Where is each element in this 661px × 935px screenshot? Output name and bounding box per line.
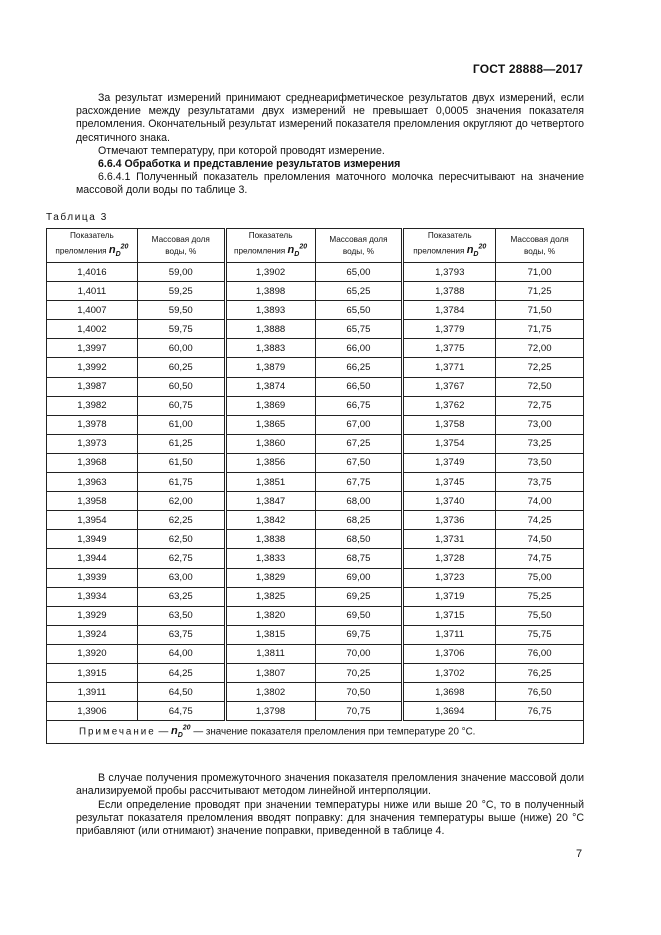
table-cell: 1,3842	[225, 511, 315, 530]
table-cell: 1,3838	[225, 530, 315, 549]
table-cell: 1,3883	[225, 339, 315, 358]
table-note	[47, 721, 584, 744]
table-cell: 1,3869	[225, 396, 315, 415]
table-cell: 76,50	[496, 683, 584, 702]
table-row	[47, 301, 584, 320]
paragraph-temperature-correction: Если определение проводят при значении температуры ниже или выше 20 °С, то в полученный результат показателя преломления вводят поправку: для значения температуры выше (ниже) 20 °С прибавляют (или отнимают) значение поправки, приведенной в таблице 4.	[76, 799, 584, 838]
table-cell: 70,75	[315, 702, 403, 721]
header-line: Массовая доля	[510, 234, 569, 244]
nd20-symbol: $n_D^{20}$	[287, 243, 308, 259]
table-cell: 1,3754	[403, 434, 496, 453]
table-cell: 67,50	[315, 453, 403, 472]
table-row	[47, 492, 584, 511]
table-cell: 1,3833	[225, 549, 315, 568]
table-cell: 76,00	[496, 644, 584, 663]
table-header-row	[47, 229, 584, 263]
table-cell: 61,25	[137, 434, 225, 453]
table-cell: 65,50	[315, 301, 403, 320]
table-cell: 65,00	[315, 263, 403, 282]
table-cell: 60,75	[137, 396, 225, 415]
table-cell: 73,00	[496, 415, 584, 434]
table-cell: 1,3856	[225, 453, 315, 472]
table-row	[47, 625, 584, 644]
table-cell: 66,00	[315, 339, 403, 358]
table-cell: 61,50	[137, 453, 225, 472]
table-cell: 1,3963	[47, 473, 138, 492]
table-row	[47, 702, 584, 721]
table-cell: 69,25	[315, 587, 403, 606]
header-line: Массовая доля	[151, 234, 210, 244]
table-cell: 69,00	[315, 568, 403, 587]
table-row	[47, 644, 584, 663]
table-cell: 1,3898	[225, 282, 315, 301]
table-cell: 1,3978	[47, 415, 138, 434]
header-line: Массовая доля	[329, 234, 388, 244]
table-cell: 75,25	[496, 587, 584, 606]
table-cell: 1,3719	[403, 587, 496, 606]
table-cell: 64,50	[137, 683, 225, 702]
table-cell: 1,3939	[47, 568, 138, 587]
table-cell: 1,3715	[403, 606, 496, 625]
table-cell: 1,4016	[47, 263, 138, 282]
table-cell: 69,75	[315, 625, 403, 644]
table-cell: 1,3968	[47, 453, 138, 472]
table-cell: 1,3847	[225, 492, 315, 511]
header-water-mass	[315, 229, 403, 263]
table-cell: 1,3758	[403, 415, 496, 434]
table-cell: 1,3706	[403, 644, 496, 663]
table-cell: 63,00	[137, 568, 225, 587]
table-cell: 1,3992	[47, 358, 138, 377]
table-cell: 1,3694	[403, 702, 496, 721]
table-row	[47, 339, 584, 358]
table-cell: 67,75	[315, 473, 403, 492]
table-cell: 70,00	[315, 644, 403, 663]
table-cell: 62,25	[137, 511, 225, 530]
header-line: воды, %	[342, 246, 374, 256]
header-line: воды, %	[165, 246, 197, 256]
table-cell: 1,3949	[47, 530, 138, 549]
table-cell: 68,00	[315, 492, 403, 511]
table-cell: 1,4011	[47, 282, 138, 301]
table-cell: 69,50	[315, 606, 403, 625]
table-cell: 59,00	[137, 263, 225, 282]
nd20-symbol: $n_D^{20}$	[170, 724, 191, 740]
table-row	[47, 358, 584, 377]
table-cell: 1,3731	[403, 530, 496, 549]
table-cell: 1,3728	[403, 549, 496, 568]
table-cell: 1,3825	[225, 587, 315, 606]
table-cell: 65,25	[315, 282, 403, 301]
table-cell: 1,3820	[225, 606, 315, 625]
paragraph-recalc: 6.6.4.1 Полученный показатель преломления маточного молочка пересчитывают на значение массовой доли воды по таблице 3.	[76, 171, 584, 197]
table-cell: 1,3973	[47, 434, 138, 453]
table-cell: 63,75	[137, 625, 225, 644]
table-cell: 1,3815	[225, 625, 315, 644]
table-cell: 1,3807	[225, 663, 315, 682]
table-row	[47, 282, 584, 301]
table-cell: 1,3802	[225, 683, 315, 702]
table-cell: 1,3745	[403, 473, 496, 492]
table-cell: 1,3997	[47, 339, 138, 358]
table-cell: 1,3829	[225, 568, 315, 587]
table-cell: 68,50	[315, 530, 403, 549]
table-cell: 62,00	[137, 492, 225, 511]
refraction-table	[46, 228, 584, 744]
table-cell: 66,25	[315, 358, 403, 377]
table-cell: 1,3793	[403, 263, 496, 282]
table-cell: 1,3767	[403, 377, 496, 396]
table-cell: 1,3888	[225, 320, 315, 339]
table-cell: 75,50	[496, 606, 584, 625]
table-cell: 76,75	[496, 702, 584, 721]
header-refraction-index	[225, 229, 315, 263]
table-cell: 1,3944	[47, 549, 138, 568]
table-cell: 72,75	[496, 396, 584, 415]
table-cell: 70,25	[315, 663, 403, 682]
nd20-symbol: $n_D^{20}$	[466, 243, 487, 259]
table-cell: 1,3811	[225, 644, 315, 663]
header-line: Показатель	[427, 230, 472, 240]
table-cell: 1,3771	[403, 358, 496, 377]
table-cell: 74,00	[496, 492, 584, 511]
table-row	[47, 320, 584, 339]
table-row	[47, 434, 584, 453]
table-cell: 63,50	[137, 606, 225, 625]
table-cell: 1,3874	[225, 377, 315, 396]
table-cell: 70,50	[315, 683, 403, 702]
table-cell: 61,00	[137, 415, 225, 434]
table-cell: 71,00	[496, 263, 584, 282]
table-cell: 1,3798	[225, 702, 315, 721]
paragraph-interpolation: В случае получения промежуточного значения показателя преломления значение массовой доли анализируемой пробы рассчитывают методом линейной интерполяции.	[76, 772, 584, 798]
header-refraction-index	[47, 229, 138, 263]
table-row	[47, 453, 584, 472]
table-cell: 1,3987	[47, 377, 138, 396]
table-cell: 71,50	[496, 301, 584, 320]
table-cell: 1,3698	[403, 683, 496, 702]
header-line: преломления	[55, 246, 107, 256]
note-dash: —	[158, 726, 169, 738]
table-row	[47, 263, 584, 282]
table-cell: 64,00	[137, 644, 225, 663]
table-cell: 73,25	[496, 434, 584, 453]
table-cell: 67,25	[315, 434, 403, 453]
table-cell: 1,4007	[47, 301, 138, 320]
paragraph-result-average: За результат измерений принимают среднеарифметическое результатов двух измерений, если расхождение между результатами двух измерений не превышает 0,0005 значения показателя преломления. Окончательный результат измерений показателя преломления округляют до четвертого десятичного знака.	[76, 92, 584, 144]
table-cell: 1,3920	[47, 644, 138, 663]
table-cell: 1,3860	[225, 434, 315, 453]
table-cell: 68,75	[315, 549, 403, 568]
table-row	[47, 606, 584, 625]
table-cell: 1,3711	[403, 625, 496, 644]
table-cell: 1,3723	[403, 568, 496, 587]
table-row	[47, 568, 584, 587]
table-cell: 75,75	[496, 625, 584, 644]
table-cell: 1,3929	[47, 606, 138, 625]
table-cell: 61,75	[137, 473, 225, 492]
header-line: воды, %	[524, 246, 556, 256]
table-cell: 1,3779	[403, 320, 496, 339]
table-cell: 1,3851	[225, 473, 315, 492]
header-refraction-index	[403, 229, 496, 263]
nd20-symbol: $n_D^{20}$	[108, 243, 129, 259]
table-cell: 74,25	[496, 511, 584, 530]
table-row	[47, 663, 584, 682]
table-row	[47, 530, 584, 549]
table-cell: 1,3865	[225, 415, 315, 434]
table-row	[47, 473, 584, 492]
table-cell: 72,50	[496, 377, 584, 396]
table-cell: 64,75	[137, 702, 225, 721]
table-cell: 71,75	[496, 320, 584, 339]
table-row	[47, 587, 584, 606]
page-number: 7	[576, 848, 583, 860]
table-cell: 59,50	[137, 301, 225, 320]
table-cell: 1,3902	[225, 263, 315, 282]
table-cell: 71,25	[496, 282, 584, 301]
table-row	[47, 415, 584, 434]
table-cell: 1,3702	[403, 663, 496, 682]
table-cell: 1,4002	[47, 320, 138, 339]
table-cell: 1,3788	[403, 282, 496, 301]
table-cell: 63,25	[137, 587, 225, 606]
table-cell: 73,75	[496, 473, 584, 492]
table-cell: 74,75	[496, 549, 584, 568]
paragraph-temperature: Отмечают температуру, при которой проводят измерение.	[98, 145, 385, 157]
table-cell: 1,3784	[403, 301, 496, 320]
table-cell: 65,75	[315, 320, 403, 339]
table-cell: 1,3749	[403, 453, 496, 472]
table-cell: 60,00	[137, 339, 225, 358]
table-cell: 1,3906	[47, 702, 138, 721]
table-cell: 1,3736	[403, 511, 496, 530]
table-cell: 72,00	[496, 339, 584, 358]
header-line: преломления	[413, 246, 465, 256]
table-row	[47, 683, 584, 702]
note-label: Примечание	[79, 726, 156, 738]
document-id: ГОСТ 28888—2017	[472, 62, 583, 76]
table-cell: 1,3893	[225, 301, 315, 320]
table-cell: 74,50	[496, 530, 584, 549]
table-cell: 60,25	[137, 358, 225, 377]
table-cell: 75,00	[496, 568, 584, 587]
table-note-row	[47, 721, 584, 744]
table-row	[47, 396, 584, 415]
table-cell: 1,3924	[47, 625, 138, 644]
table-cell: 64,25	[137, 663, 225, 682]
header-line: Показатель	[70, 230, 114, 240]
table-cell: 1,3911	[47, 683, 138, 702]
header-line: преломления	[234, 246, 286, 256]
header-water-mass	[137, 229, 225, 263]
table-cell: 1,3915	[47, 663, 138, 682]
table-cell: 1,3740	[403, 492, 496, 511]
table-cell: 59,75	[137, 320, 225, 339]
table-cell: 59,25	[137, 282, 225, 301]
section-heading: 6.6.4 Обработка и представление результатов измерения	[98, 158, 401, 170]
note-text: — значение показателя преломления при температуре 20 °С.	[193, 726, 476, 738]
table-cell: 1,3762	[403, 396, 496, 415]
table-cell: 1,3934	[47, 587, 138, 606]
table-cell: 66,75	[315, 396, 403, 415]
table-cell: 76,25	[496, 663, 584, 682]
table-cell: 62,75	[137, 549, 225, 568]
table-cell: 66,50	[315, 377, 403, 396]
table-cell: 1,3879	[225, 358, 315, 377]
table-cell: 60,50	[137, 377, 225, 396]
table-cell: 72,25	[496, 358, 584, 377]
table-cell: 1,3775	[403, 339, 496, 358]
table-cell: 1,3958	[47, 492, 138, 511]
table-cell: 1,3954	[47, 511, 138, 530]
table-cell: 73,50	[496, 453, 584, 472]
header-line: Показатель	[248, 230, 293, 240]
table-caption: Таблица 3	[46, 212, 108, 223]
table-row	[47, 549, 584, 568]
table-cell: 67,00	[315, 415, 403, 434]
table-cell: 62,50	[137, 530, 225, 549]
table-row	[47, 511, 584, 530]
table-cell: 68,25	[315, 511, 403, 530]
table-cell: 1,3982	[47, 396, 138, 415]
table-row	[47, 377, 584, 396]
header-water-mass	[496, 229, 584, 263]
